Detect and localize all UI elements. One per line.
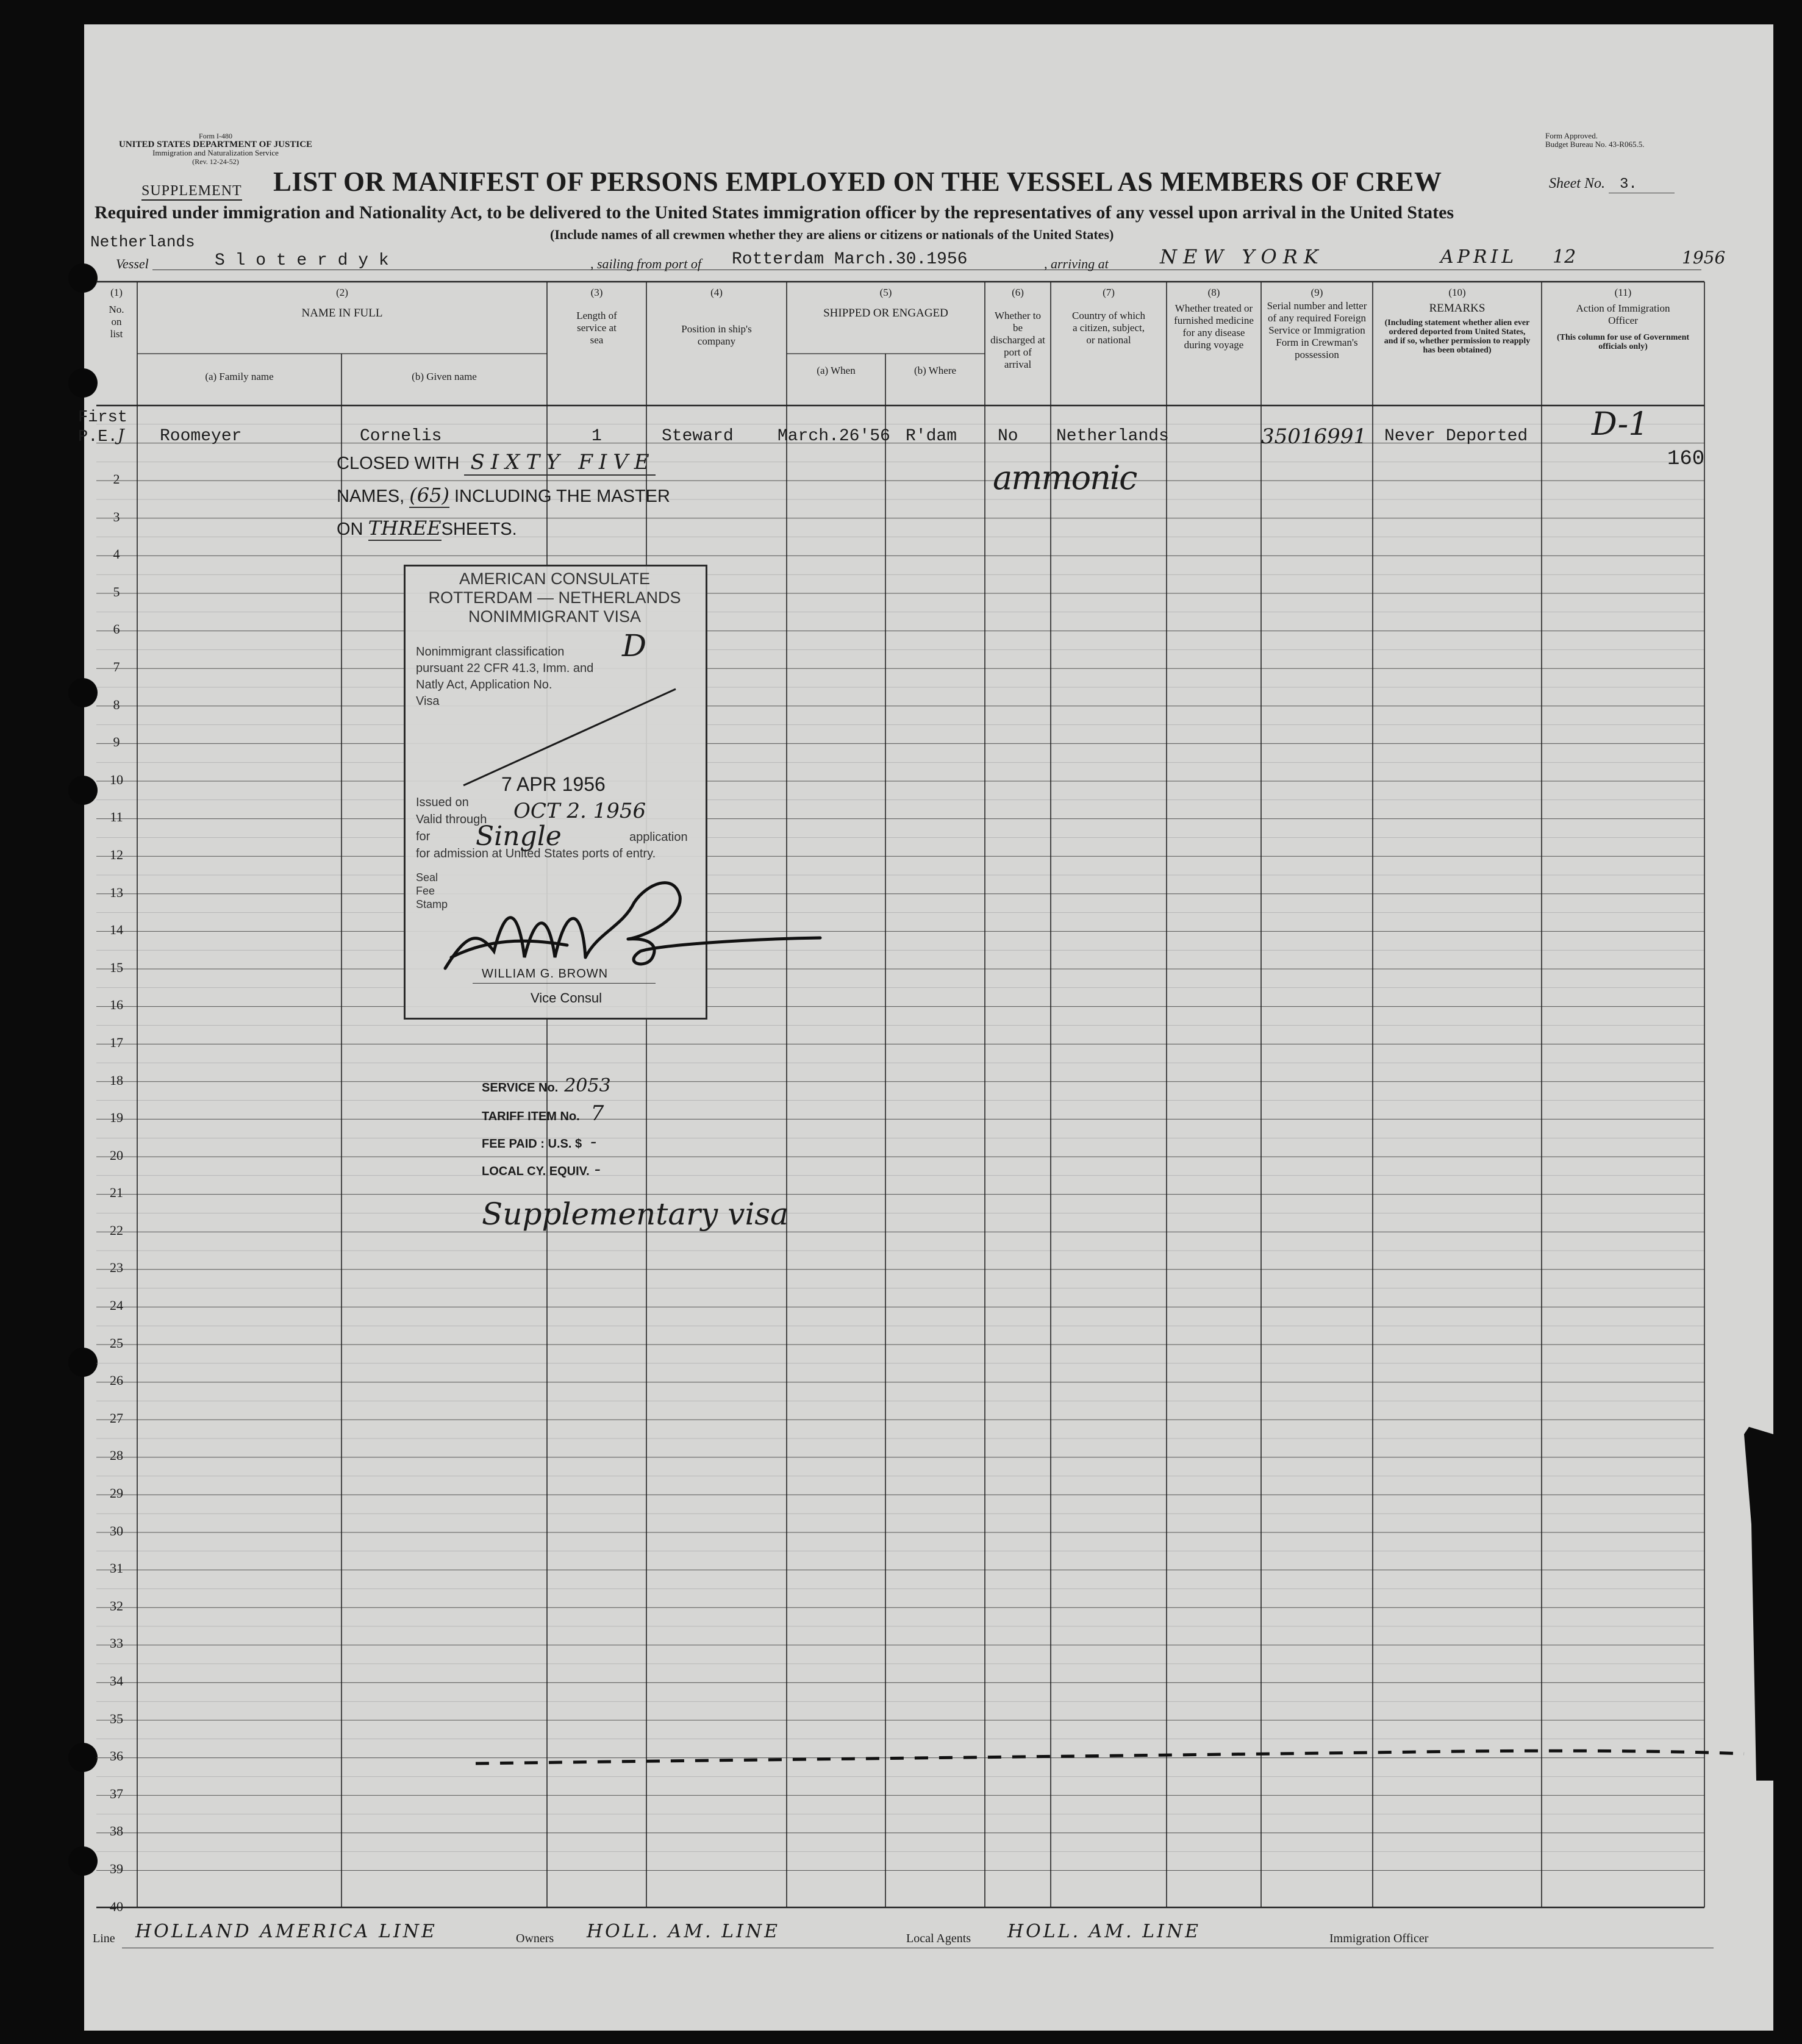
remarks-note: (Including statement whether alien ever ordered deported from United States, and if so, whether permission to reapply has been obtained) [1384, 318, 1531, 355]
row-number: 2 [113, 471, 120, 487]
row-number: 13 [110, 884, 123, 900]
col-6-header: (6) Whether to be discharged at port of arrival [990, 287, 1045, 370]
local-equiv-value: - [594, 1159, 601, 1180]
col-11-header: (11) Action of Immigration Officer (This column for use of Government officials only) [1556, 287, 1690, 351]
col-2-header: (2) NAME IN FULL [301, 287, 383, 320]
entry-family-name: Roomeyer [160, 427, 242, 446]
entry-where: R'dam [906, 427, 957, 446]
sailing-label: , sailing from port of [590, 256, 701, 271]
arrival-year: 1956 [1682, 248, 1726, 268]
col-5b-header: (b) Where [914, 365, 957, 376]
row-number: 22 [110, 1222, 123, 1238]
stamp-signer-title: Vice Consul [531, 990, 602, 1006]
row-number: 4 [113, 546, 120, 562]
row-number: 35 [110, 1710, 123, 1726]
row-number: 34 [110, 1673, 123, 1688]
entry-position: Steward [662, 427, 734, 446]
page-title: LIST OR MANIFEST OF PERSONS EMPLOYED ON THE VESSEL AS MEMBERS OF CREW [273, 166, 1442, 197]
stamp-classification: Nonimmigrant classification pursuant 22 CFR 41.3, Imm. and Natly Act, Application No. Visa [416, 645, 594, 708]
row-number: 8 [113, 696, 120, 712]
stamp-visa-type: NONIMMIGRANT VISA [468, 607, 642, 626]
row-number: 5 [113, 584, 120, 599]
row-number: 7 [113, 659, 120, 674]
arriving-value: NEW YORK [1160, 245, 1325, 268]
row-number: 28 [110, 1448, 123, 1463]
footer-owners-label: Owners [516, 1932, 554, 1945]
row-number: 26 [110, 1373, 123, 1388]
footer-officer-label: Immigration Officer [1329, 1932, 1429, 1945]
row-number: 16 [110, 997, 123, 1013]
vessel-name: S l o t e r d y k [215, 251, 389, 270]
footer-line-label: Line [93, 1932, 115, 1945]
col-1-header: (1) No. on list [109, 287, 124, 340]
row-number: 39 [110, 1860, 123, 1876]
sailing-value: Rotterdam March.30.1956 [732, 250, 968, 269]
entry-discharge: No [998, 427, 1018, 446]
row-number: 31 [110, 1560, 123, 1576]
row-number: 3 [113, 509, 120, 524]
form-number: Form I-480 [199, 132, 233, 140]
col-8-header: (8) Whether treated or furnished medicine for any disease during voyage [1174, 287, 1254, 351]
fee-paid-row: FEE PAID : U.S. $ - [482, 1131, 597, 1152]
col-4-header: (4) Position in ship's company [681, 287, 752, 347]
form-approved: Form Approved. [1545, 131, 1598, 140]
stamp-consulate: AMERICAN CONSULATE [459, 570, 651, 588]
closing-line-2: NAMES, (65) INCLUDING THE MASTER [337, 484, 670, 507]
service-number-value: 2053 [564, 1075, 611, 1096]
entry-no-mark: J [117, 426, 124, 445]
row-number: 14 [110, 922, 123, 938]
stamp-class-value: D [622, 628, 647, 663]
entry-serial-number: 35016991 [1261, 424, 1367, 449]
row-number: 38 [110, 1823, 123, 1839]
arrival-day: 12 [1553, 246, 1576, 268]
stamp-issued-date: 7 APR 1956 [501, 773, 606, 795]
stamp-signer: WILLIAM G. BROWN [482, 967, 609, 981]
row-number: 27 [110, 1410, 123, 1426]
budget-bureau: Budget Bureau No. 43-R065.5. [1545, 140, 1645, 149]
row-number: 30 [110, 1523, 123, 1538]
vessel-label: Vessel [116, 256, 149, 271]
tariff-row: TARIFF ITEM No. 7 [482, 1101, 604, 1126]
action-note: (This column for use of Government officials only) [1556, 333, 1690, 351]
department: UNITED STATES DEPARTMENT OF JUSTICE [119, 140, 313, 149]
revision: (Rev. 12-24-52) [192, 157, 239, 166]
closing-line-1: CLOSED WITH SIXTY FIVE [337, 450, 656, 474]
service: Immigration and Naturalization Service [152, 148, 279, 157]
stamp-valid-through: OCT 2. 1956 [513, 799, 646, 823]
footer-agents-value: HOLL. AM. LINE [1007, 1921, 1201, 1942]
arriving-label: , arriving at [1044, 256, 1109, 271]
entry-given-name: Cornelis [360, 427, 442, 446]
supplement-label: SUPPLEMENT [141, 183, 242, 201]
closing-sheets-value: THREE [368, 516, 442, 540]
row-number: 20 [110, 1147, 123, 1163]
row-number: 37 [110, 1785, 123, 1801]
vessel-flag: Netherlands [90, 233, 195, 251]
closing-count-words: SIXTY FIVE [464, 450, 655, 476]
closing-count-number: (65) [409, 484, 449, 507]
closing-line-3: ON THREESHEETS. [337, 516, 517, 540]
col-3-header: (3) Length of service at sea [576, 287, 617, 346]
row-number: 6 [113, 621, 120, 637]
service-number-row: SERVICE No. 2053 [482, 1075, 611, 1096]
row-number: 40 [110, 1898, 123, 1914]
row-number: 32 [110, 1598, 123, 1613]
sheet-value: 3. [1609, 176, 1675, 193]
stamp-for-value: Single [476, 821, 562, 852]
row-number: 19 [110, 1110, 123, 1126]
footer-line-value: HOLLAND AMERICA LINE [135, 1921, 437, 1942]
row-number: 10 [110, 771, 123, 787]
include-note: (Include names of all crewmen whether they are aliens or citizens or nationals of the United States) [550, 227, 1114, 242]
row-number: 23 [110, 1260, 123, 1276]
supplementary-visa-handwriting: Supplementary visa [482, 1196, 788, 1232]
row-number: 18 [110, 1072, 123, 1088]
entry-no-label: First P.E. [78, 409, 128, 446]
col-5-header: (5) SHIPPED OR ENGAGED [823, 287, 948, 320]
col-7-header: (7) Country of which a citizen, subject, or national [1072, 287, 1145, 346]
row-number: 17 [110, 1034, 123, 1050]
entry-service-length: 1 [592, 427, 602, 446]
subtitle: Required under immigration and Nationality Act, to be delivered to the United States immigration officer by the representatives of any vessel upon arrival in the United States [95, 202, 1454, 223]
row-number: 21 [110, 1185, 123, 1201]
stamp-fee-labels: Seal Fee Stamp [416, 871, 448, 910]
row-number: 15 [110, 959, 123, 975]
entry-when: March.26'56 [778, 427, 890, 446]
row-number: 25 [110, 1335, 123, 1351]
entry-medicine-handwriting: ammonic [993, 459, 1137, 497]
local-equiv-row: LOCAL CY. EQUIV. - [482, 1159, 601, 1180]
row-number: 24 [110, 1298, 123, 1313]
col-10-header: (10) REMARKS (Including statement whether alien ever ordered deported from United States, and if so, whether permission to reapply has been obtained) [1384, 287, 1531, 355]
stamp-validity: Issued on Valid through for for admission at United States ports of entry. [416, 796, 656, 860]
margin-number: 160 [1667, 448, 1705, 471]
fee-paid-value: - [590, 1131, 597, 1152]
col-2b-header: (b) Given name [412, 371, 477, 382]
entry-country: Netherlands [1056, 427, 1169, 446]
entry-action: D-1 [1592, 406, 1649, 443]
tariff-value: 7 [590, 1101, 604, 1126]
footer-agents-label: Local Agents [906, 1932, 971, 1945]
stamp-city: ROTTERDAM — NETHERLANDS [428, 588, 681, 607]
entry-remarks: Never Deported [1384, 427, 1528, 446]
col-2a-header: (a) Family name [205, 371, 274, 382]
arrival-month: APRIL [1440, 246, 1518, 268]
footer-owners-value: HOLL. AM. LINE [587, 1921, 781, 1942]
row-number: 12 [110, 846, 123, 862]
stamp-applications: application [629, 831, 688, 844]
col-5a-header: (a) When [817, 365, 856, 376]
row-number: 29 [110, 1485, 123, 1501]
row-number: 11 [110, 809, 123, 825]
row-number: 36 [110, 1748, 123, 1764]
row-number: 9 [113, 734, 120, 750]
col-9-header: (9) Serial number and letter of any required Foreign Service or Immigration Form in Crewman's possession [1267, 287, 1367, 360]
sheet-label: Sheet No. [1549, 176, 1605, 191]
row-number: 33 [110, 1635, 123, 1651]
